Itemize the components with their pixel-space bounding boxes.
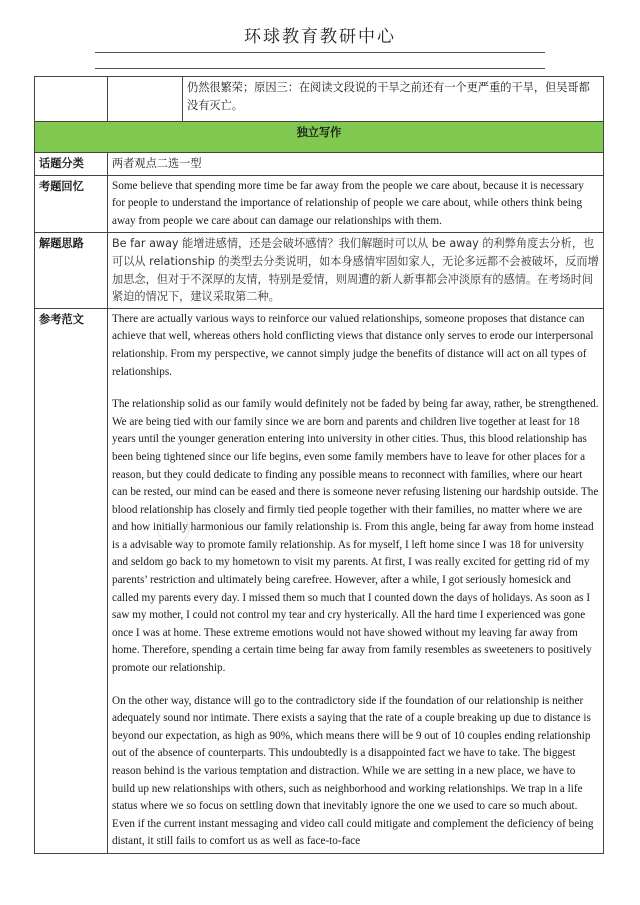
empty-label-cell: [35, 77, 108, 122]
table-row: [35, 175, 604, 233]
topic-label: 考题回忆: [35, 175, 108, 233]
header-rule-bottom: [95, 68, 545, 69]
table-row: [35, 77, 604, 122]
approach-label: 解题思路: [35, 233, 108, 308]
page-header-title: 环球教育教研中心: [244, 27, 396, 47]
top-row-text: 仍然很繁荣；原因三：在阅读文段说的干旱之前还有一个更严重的干旱，但吴哥都没有灭亡。: [183, 77, 604, 122]
table-row: [35, 233, 604, 308]
approach-value: Be far away 能增进感情，还是会破坏感情？我们解题时可以从 be away 的利弊角度去分析，也可以从 relationship 的类型去分类说明，如本身感情牢固如家人，无论多远都不会被破坏，反而增加思念，但对于不深厚的友情，特别是爱情，则周遭的新人新事都会冲淡原有的感情。在考场时间紧迫的情况下，建议采取第二种。: [108, 233, 604, 308]
header-rule-top: [95, 52, 545, 53]
table-row: [35, 308, 604, 853]
empty-cell: [108, 77, 183, 122]
section-band-title: 独立写作: [35, 122, 604, 153]
essay-paragraph: There are actually various ways to reinforce our valued relationships, someone proposes that distance can achieve that well, whereas others hold conflicting views that distance only serves to erode our interpersonal relationship. From my perspective, we cannot simply judge the benefits of distance will act on all types of relationships.: [112, 312, 594, 378]
sample-label: 参考范文: [35, 308, 108, 853]
essay-paragraph: On the other way, distance will go to the contradictory side if the foundation of our relationship is neither adequately sound nor intimate. There exists a saying that the rate of a couple breaking up due to distance is beyond our expectation, as high as 90%, which means there will be 9 out of 10 couples ending relationship out of the absence of counterparts. This undoubtedly is a disappointed fact we have to take. The biggest reason behind is the various temptation and distraction. While we are setting in a new place, we have to build up new relationships with others, such as neighborhood and working relationships. We trap in a life status where we so focus on settling down that inevitably ignore the one we used to care so much about. Even if the current instant messaging and video call could mitigate and complement the deficiency of being distant, it still fails to comfort us as well as face-to-face: [112, 694, 594, 848]
topic-value: Some believe that spending more time be far away from the people we care about, because it is necessary for people to understand the importance of relationship of people we care about, while others think being away from people we care about can damage our relationships with them.: [108, 175, 604, 233]
sample-essay: [108, 308, 604, 853]
category-value: 两者观点二选一型: [108, 153, 604, 176]
content-table: [34, 76, 604, 854]
category-label: 话题分类: [35, 153, 108, 176]
table-row: [35, 122, 604, 153]
essay-paragraph: The relationship solid as our family would definitely not be faded by being far away, rather, be strengthened. We are being tied with our family since we are born and parents and children live together at least for 18 years until the younger generation entering into university in other cities. Thus, this blood relationship has been being tightened since our life begins, even some family members have to leave for other places for a reason, but they could dedicate to finding any possible means to reconnect with families, where our heart can be rested, our mind can be eased and there is someone never refusing listening our hardship outside. The blood relationship has closely and firmly tied people together with their families, no matter where we are and how initially harmonious our family relationship is. From this angle, being far away from home instead is a advisable way to promote family relationship. As for myself, I left home since I was 18 for university and seldom go back to my hometown to visit my parents. At first, I was really excited for getting rid of my parents’ restriction and ultimately being carefree. However, after a while, I got seriously homesick and called my parents every day. I missed them so much that I counted down the days of holidays. As soon as I saw my mother, I could not control my tear and cry hysterically. All the hard time I experienced was gone once I was at home. These extreme emotions would not have showed without my leaving far away from home. Therefore, spending a certain time being far away from family resembles as sweeteners to positively promote our relationship.: [112, 398, 599, 675]
table-row: [35, 153, 604, 176]
watermark: ○: [140, 486, 212, 558]
